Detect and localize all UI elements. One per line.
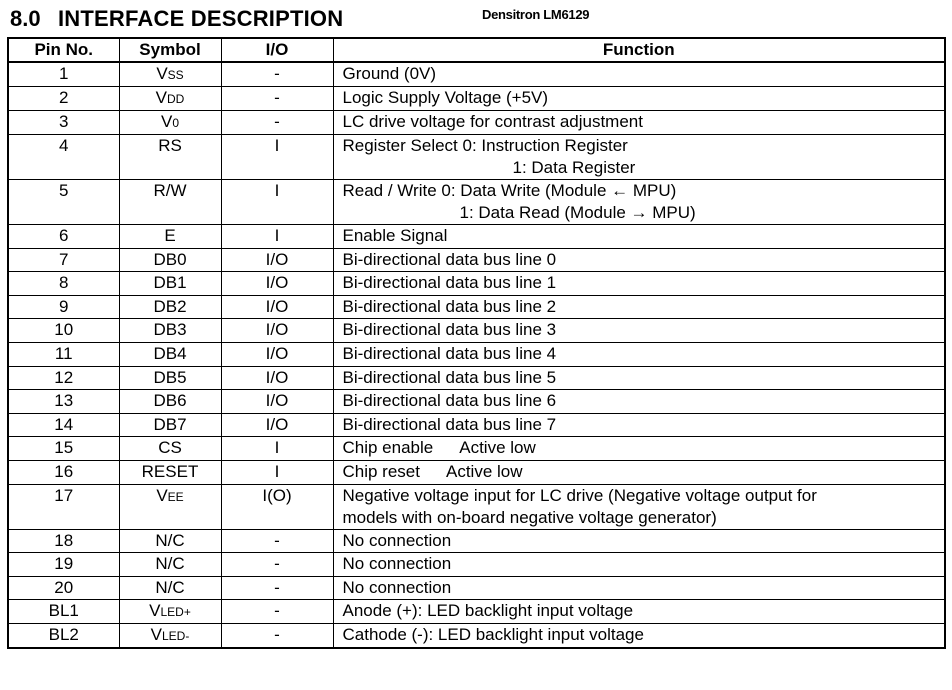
io-cell: - — [221, 624, 333, 649]
symbol-cell — [119, 135, 221, 180]
function-cell — [333, 553, 945, 577]
pin-number-cell: 14 — [8, 413, 119, 437]
symbol-text: DB5 — [153, 367, 187, 387]
table-row — [8, 180, 945, 225]
symbol-subscript: SS — [167, 68, 184, 82]
function-cell — [333, 460, 945, 484]
io-cell: I/O — [221, 390, 333, 414]
column-header-io: I/O — [221, 38, 333, 62]
symbol-text: V — [156, 485, 168, 505]
pin-number-cell: 7 — [8, 248, 119, 272]
io-cell: - — [221, 111, 333, 135]
table-row — [8, 342, 945, 366]
io-cell: I/O — [221, 295, 333, 319]
symbol-cell — [119, 553, 221, 577]
table-row — [8, 460, 945, 484]
function-cell — [333, 413, 945, 437]
io-cell: - — [221, 529, 333, 553]
function-cell — [333, 135, 945, 180]
symbol-subscript: LED- — [162, 629, 190, 644]
function-text: Ground (0V) — [342, 64, 437, 83]
column-header-function: Function — [333, 38, 945, 62]
io-cell: I/O — [221, 248, 333, 272]
symbol-text: CS — [158, 438, 182, 458]
function-text: No connection — [342, 577, 452, 597]
io-cell: - — [221, 600, 333, 624]
pin-number-cell: 10 — [8, 319, 119, 343]
pin-number-cell: 12 — [8, 366, 119, 390]
table-row — [8, 553, 945, 577]
function-text: LC drive voltage for contrast adjustment — [342, 112, 643, 131]
function-cell — [333, 319, 945, 343]
function-cell — [333, 576, 945, 600]
table-row — [8, 62, 945, 87]
symbol-cell — [119, 272, 221, 296]
io-cell: I — [221, 460, 333, 484]
io-cell: - — [221, 576, 333, 600]
function-note: Active low — [445, 461, 523, 481]
function-cell — [333, 248, 945, 272]
function-text: Register Select 0: Instruction Register — [342, 136, 628, 155]
table-row — [8, 624, 945, 649]
function-text: Enable Signal — [342, 226, 448, 245]
symbol-cell — [119, 319, 221, 343]
io-cell: - — [221, 62, 333, 87]
function-text: Negative voltage input for LC drive (Negative voltage output for — [342, 485, 817, 505]
function-text: No connection — [342, 554, 452, 574]
function-text: Bi-directional data bus line 6 — [342, 391, 557, 411]
function-cell — [333, 484, 945, 529]
function-cell — [333, 62, 945, 87]
table-row — [8, 135, 945, 180]
symbol-text: DB3 — [153, 320, 187, 340]
symbol-text: DB4 — [153, 343, 187, 363]
function-cell — [333, 366, 945, 390]
symbol-text: N/C — [155, 554, 185, 574]
symbol-text: V — [150, 625, 162, 645]
symbol-text: V — [156, 64, 168, 83]
symbol-cell — [119, 390, 221, 414]
symbol-cell — [119, 600, 221, 624]
symbol-text: DB6 — [153, 391, 187, 411]
function-text: Chip reset — [342, 461, 420, 481]
table-row — [8, 248, 945, 272]
symbol-text: RS — [158, 136, 182, 155]
pin-number-cell: 20 — [8, 576, 119, 600]
table-row — [8, 390, 945, 414]
table-row — [8, 272, 945, 296]
io-cell: I — [221, 437, 333, 461]
table-body — [8, 62, 945, 648]
brand-label: Densitron LM6129 — [482, 7, 590, 22]
function-text: Bi-directional data bus line 2 — [342, 296, 557, 316]
document-header — [8, 4, 944, 32]
pin-number-cell: 16 — [8, 460, 119, 484]
symbol-cell — [119, 180, 221, 225]
pin-number-cell: 4 — [8, 135, 119, 180]
section-number: 8.0 — [10, 6, 41, 31]
symbol-text: DB1 — [153, 273, 187, 293]
table-row — [8, 529, 945, 553]
symbol-text: V — [149, 601, 161, 621]
symbol-cell — [119, 87, 221, 111]
symbol-text: E — [164, 226, 176, 245]
function-cell — [333, 180, 945, 225]
function-cell — [333, 437, 945, 461]
symbol-cell — [119, 437, 221, 461]
table-row — [8, 484, 945, 529]
function-text: Cathode (-): LED backlight input voltage — [342, 625, 644, 645]
pin-number-cell: 11 — [8, 342, 119, 366]
table-header — [8, 38, 945, 62]
io-cell: - — [221, 553, 333, 577]
io-cell: - — [221, 87, 333, 111]
symbol-text: N/C — [155, 577, 185, 597]
function-cell — [333, 295, 945, 319]
function-cell — [333, 529, 945, 553]
pin-number-cell: 13 — [8, 390, 119, 414]
function-text: Bi-directional data bus line 4 — [342, 343, 557, 363]
symbol-cell — [119, 225, 221, 249]
symbol-cell — [119, 62, 221, 87]
symbol-subscript: DD — [167, 92, 185, 106]
io-cell: I — [221, 135, 333, 180]
symbol-text: DB7 — [153, 414, 187, 434]
symbol-text: V — [155, 88, 167, 107]
function-text: Bi-directional data bus line 7 — [342, 414, 557, 434]
function-text: Logic Supply Voltage (+5V) — [342, 88, 549, 107]
symbol-text: DB0 — [153, 249, 187, 269]
symbol-text: N/C — [155, 530, 185, 550]
function-note: Active low — [459, 438, 536, 458]
symbol-text: RESET — [141, 461, 199, 481]
function-text: Bi-directional data bus line 5 — [342, 367, 557, 387]
pin-number-cell: BL2 — [8, 624, 119, 649]
function-text: Chip enable — [342, 438, 434, 458]
function-text: No connection — [342, 530, 452, 550]
pin-number-cell: 9 — [8, 295, 119, 319]
function-text: Bi-directional data bus line 3 — [342, 320, 557, 340]
pin-number-cell: 15 — [8, 437, 119, 461]
symbol-cell — [119, 366, 221, 390]
symbol-text: DB2 — [153, 296, 187, 316]
function-cell — [333, 272, 945, 296]
function-cell — [333, 624, 945, 649]
function-text: Read / Write 0: Data Write (Module ← MPU) — [342, 181, 677, 200]
header-row — [8, 38, 945, 62]
table-row — [8, 111, 945, 135]
table-row — [8, 576, 945, 600]
io-cell: I — [221, 225, 333, 249]
symbol-cell — [119, 484, 221, 529]
pin-number-cell: 8 — [8, 272, 119, 296]
symbol-text: R/W — [153, 181, 187, 200]
table-row — [8, 295, 945, 319]
table-row — [8, 600, 945, 624]
pin-number-cell: 1 — [8, 62, 119, 87]
table-row — [8, 225, 945, 249]
io-cell: I/O — [221, 319, 333, 343]
table-row — [8, 366, 945, 390]
symbol-cell — [119, 111, 221, 135]
io-cell: I/O — [221, 413, 333, 437]
symbol-cell — [119, 295, 221, 319]
section-title: INTERFACE DESCRIPTION — [58, 6, 344, 31]
function-cell — [333, 342, 945, 366]
function-cell — [333, 87, 945, 111]
table-row — [8, 437, 945, 461]
function-cell — [333, 390, 945, 414]
symbol-subscript: EE — [167, 489, 184, 504]
symbol-cell — [119, 576, 221, 600]
pin-number-cell: 18 — [8, 529, 119, 553]
pin-number-cell: 3 — [8, 111, 119, 135]
table-row — [8, 319, 945, 343]
pin-number-cell: 17 — [8, 484, 119, 529]
pin-number-cell: 6 — [8, 225, 119, 249]
function-text-line2: models with on-board negative voltage generator) — [342, 507, 717, 527]
column-header-symbol: Symbol — [119, 38, 221, 62]
symbol-cell — [119, 460, 221, 484]
pin-number-cell: BL1 — [8, 600, 119, 624]
symbol-cell — [119, 342, 221, 366]
io-cell: I/O — [221, 366, 333, 390]
io-cell: I/O — [221, 342, 333, 366]
symbol-cell — [119, 413, 221, 437]
io-cell: I — [221, 180, 333, 225]
io-cell: I/O — [221, 272, 333, 296]
symbol-cell — [119, 529, 221, 553]
function-text-line2: 1: Data Read (Module → MPU) — [459, 203, 696, 222]
function-cell — [333, 600, 945, 624]
interface-table — [7, 37, 946, 649]
io-cell: I(O) — [221, 484, 333, 529]
pin-number-cell: 2 — [8, 87, 119, 111]
table-row — [8, 87, 945, 111]
column-header-pin: Pin No. — [8, 38, 119, 62]
function-text: Bi-directional data bus line 0 — [342, 249, 557, 269]
function-cell — [333, 225, 945, 249]
function-text-line2: 1: Data Register — [512, 158, 636, 177]
table-row — [8, 413, 945, 437]
symbol-subscript: LED+ — [160, 605, 191, 620]
symbol-subscript: 0 — [172, 116, 180, 130]
function-cell — [333, 111, 945, 135]
symbol-cell — [119, 624, 221, 649]
symbol-cell — [119, 248, 221, 272]
symbol-text: V — [160, 112, 173, 131]
pin-number-cell: 19 — [8, 553, 119, 577]
function-text: Bi-directional data bus line 1 — [342, 273, 557, 293]
function-text: Anode (+): LED backlight input voltage — [342, 601, 634, 621]
pin-number-cell: 5 — [8, 180, 119, 225]
